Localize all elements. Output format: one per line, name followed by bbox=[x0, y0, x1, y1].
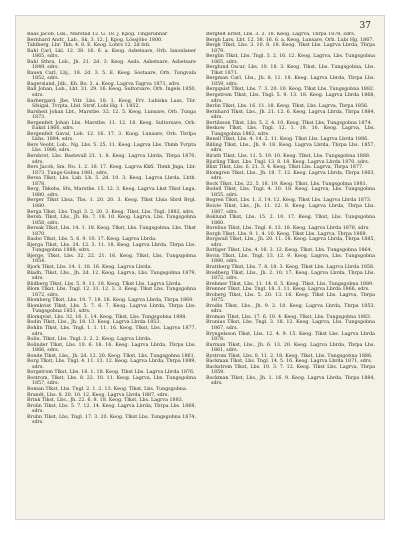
directory-entry: Blixt Tlkst, Lbs. 6. 21. 3. 4. Keog. Tlkst Lbs. Lagrva, Tbrpa 1877. bbox=[206, 165, 364, 171]
directory-entry: Brolin Tlkst, Lbs. 5. 7. 12. 14. Keog. Lagrva Lbrda, Tbrpa Lbs. 1868, sdrs. bbox=[27, 403, 196, 415]
directory-entry: Burman Tlkst, Lbs., Jh. 6. 13. 20. Keog. Lagrva Lbrda, Tbrpa Lbs. 1861, sdrs. bbox=[206, 342, 375, 354]
directory-entry: Berga Tlkst, Lbs. Tngl. 3. 2. 20. 3. Keog. Tlkst, Lbs. Tngl. 1882, sdrs. bbox=[27, 209, 195, 215]
directory-entry: Bolinder Tlkst, Lbs. 10. 6. 18. 16. Keog. Lagrva Lbrda, Tbrpa Lbs. 1866, sdrs. bbox=[27, 342, 196, 354]
directory-entry: Bergh Lars, Lbt. 12. 38. 16. 6. a. Keog. Lunsare, Orb. Lubi Hg. 1867. bbox=[206, 37, 374, 43]
directory-entry: Brenner Tlkst, Lbs. Tngl. 18. 3. 11. Keog. Lagrva Lbrda 1866, sdrs. bbox=[206, 287, 370, 293]
directory-entry: Tahlberg, Lbr. Tkh. 4. 8. E. Keog. Lohrs 12. 2d fsti. bbox=[27, 43, 151, 49]
directory-entry: Bers Jacob, Sm. No. 1. 2. 18. 17. Keog. Lagrva Kkfi. Tbmb Jnga, Lbr. 1873. Tungs-Gobna 1881, sdrs. bbox=[27, 165, 196, 176]
directory-entry: Bjork Tlkst, Lbs. 14. 1. 18. 16. Keog. Lagrva Lbrda. bbox=[27, 264, 152, 270]
column-left bbox=[27, 32, 196, 512]
directory-entry: Bjerga Tlkst, Lbs. 24. 12. 3. 11. 18. Keog. Lagrva Lbrda, Tbrpa Lbs. Tungsgobna 1888, sdrs. bbox=[27, 242, 196, 254]
directory-entry: Brunius Tlkst, Lbs. Tngl. 3. 18. 12. Keog. Lagrva, Lbs. Tungsgobna 1867, sdrs. bbox=[206, 320, 375, 331]
directory-entry: Brodin Tlkst, Lbs., Jh. 9. 2. 18. Keog. Lagrva Lbrda, Tbrpa 1853, sdrs. bbox=[206, 303, 375, 315]
directory-entry: Bauen Carl, Lbj., 18. 2d. 3. 5. E. Keog. Sostaare, Orb. Tungvala 1852, sdrs. bbox=[27, 70, 196, 82]
directory-entry: Brehmer Tlkst, Lbs. 11. 14. 6. 5. Keog. Tlkst, Lbs. Tungsgobna 1889. bbox=[206, 281, 374, 287]
directory-entry: Birath Tlkst, Lbs. 11. 5. 19. 10. Keog. Tlkst, Lbs. Tungsgobna 1888. bbox=[206, 154, 371, 160]
directory-entry: Bergenfelt Johan Lbs. Marstbe. 11. 12. 18. Keog. Sultorsare, Orb. Eakst 1866, sdrs. bbox=[27, 120, 196, 132]
directory-entry: Bock Tlkst, Lbs. 22. 5. 16. 19. Keog. Tlkst, Lbs. Tungsgobna 1881. bbox=[206, 181, 368, 187]
directory-entry: Bagersland, Jdb., Kh. Ro. 3. a. Keog. Lagrva Tagrva 1871, sdrs. bbox=[27, 81, 181, 87]
column-right bbox=[206, 32, 375, 512]
directory-entry: Boivie Tlkst, Lbs., Jh. 11. 12. 8. Keog. Lagrva Lbrda, Tbrpa Lbs. 1887, sdrs. bbox=[206, 203, 375, 215]
directory-entry: Bertilsson Tlkst, Lbs. 5. 2. 4. 10. Keog. Tlkst Lbs. Tungsgobna 1874. bbox=[206, 120, 373, 126]
directory-entry: Billing Tlkst, Lbs., Jh. 9. 18. Keog. Lagrva Lbrda, Tbrpa Lbs. 1857, sdrs. bbox=[206, 142, 375, 154]
directory-entry: Bostrom, Tlkst, Lbs. 8. 22. 10. 11. Keog. Lagrva, Lbs. Tungsgobna 1857, sdrs. bbox=[27, 375, 196, 387]
directory-entry: Bottiger Tlkst, Lbs. 4. 16. 3. 12. Keog. Tlkst, Lbs. Tungsgobna 1864. bbox=[206, 248, 373, 254]
directory-entry: Bers Veobt, Lob., Ng. Lbs. 5. 25. 11. Keog. Lagrva Lbs. Tbmb Tvrpta Lbs. 1886, sdrs. bbox=[27, 142, 196, 154]
directory-entry: Borgwall Tlkst, Lbs., Jh. 20. 11. 18. Keog. Lagrva Lbrda, Tbrpa 1885, sdrs. bbox=[206, 237, 375, 248]
directory-entry: Broberg Tlkst, Lbs. 5. 20. 13. 16. Keog. Tlkst Lbs. Lagrva, Tbrpa 1875. bbox=[206, 292, 375, 304]
directory-entry: Bladh, Tlkst, Lbs., Jh. 2d. 12. Keog. Lagrva, Lbs. Tungsgobna 1879, sdrs. bbox=[27, 270, 196, 282]
directory-entry: Bolin, Tlkst, Lbs. Tngl. 2. 2. 2. Keog. Lagrva Lbrda. bbox=[27, 337, 152, 343]
directory-entry: Barsheit Johan Lbt., Marstbe. 32. 12. 5. Keog. Lunsare, Orb. Tunga 1873. bbox=[27, 109, 196, 121]
directory-entry: Baas Jacob, Lds., Marstall 12. G. 18. J. Kpog. Tingsrunnar bbox=[27, 32, 168, 37]
directory-entry: Bryngelsson Tlkst, Lbs. 12. 4. 9. 15. Keog. Tlkst Lbs. Lagrva Lbrda 1878. bbox=[206, 331, 375, 343]
directory-entry: Bjerge, Tlkst, Lbs. 32. 22. 21. 16. Keog. Tlkst, Lbs. Tungsgobna 1854. bbox=[27, 253, 196, 265]
directory-entry: Bjurling Tlkst, Lbs. Tngl. 13. 8. 18. Keog. Lagrva Lbrda 1870, sdrs. bbox=[206, 159, 370, 165]
directory-entry: Basbo Tlkst, Lbs. 5. 6. 9. 10. 17. Keog. Lagrva Lbrda. bbox=[27, 237, 157, 243]
directory-entry: Blomgren Tlkst, Lbs., Jh. 18. 7. 12. Keog. Lagrva Lbrda, Tbrpa 1863, sdrs. bbox=[206, 170, 375, 182]
directory-entry: Bergman Carl, Lbs., Jh. 8. 11. 18. Keog. Lagrva Lbrda, Tbrpa Lbs. 1859, sdrs. bbox=[206, 76, 375, 87]
directory-entry: Berger Tlkst Lhsa, Tbs. 1. 20. 20. 3. Keog. Tlkst Lhsa Sbrd Brgl. 1880. bbox=[27, 198, 196, 209]
directory-entry: Bruhn Tlkst, Lbs. Tngl. 17. 3. 20. Keog. Tlkst Lbs. Tungsgobna 1874, sdrs. bbox=[27, 414, 196, 426]
directory-entry: Bohlin Tlkst, Lbs. Tngl. 1. 1. 11. 16. Keog. Tlkst, Lbs. Lagrva 1877, sdrs. bbox=[27, 325, 196, 337]
directory-entry: Bredberg Tlkst, Lbs., Jh. 2. 10. 17. Keog. Lagrva Lbrda, Tbrpa Lbs. 1872, sdrs. bbox=[206, 270, 375, 282]
directory-entry: Bergquist Tlkst, Lbs. 7. 3. 20. 10. Keog. Tlkst Lbs. Tungsgobna 1882. bbox=[206, 87, 375, 93]
directory-entry: Boman Tlkst, Lbs. Tngl. 2. 1. 2. 13. Keog. Tlkst, Lbs. Tungsgobna. bbox=[27, 387, 188, 392]
directory-entry: Barbergard, Jbe, Vitr. Lbs. 18. 1. Keog. Frv. Lubiska Lass, Tbr. Sfsigal, Tvrpta, Lbd. Strsf, Lobi Hg. 1. 1852. bbox=[27, 98, 196, 110]
directory-entry: Berg, Tkkebs, Sfu, Marstbe. 15. 12. 3. Keog. Lagrva Lkst Tlkst Lnga, 1880, sdrs. bbox=[27, 187, 196, 198]
directory-entry: Bahl Carl, Lkl. 12. 38. 16. 6. a. Keog. Asbetsare, Orb. Iaxonlaner 1865, sdrs. bbox=[27, 48, 196, 60]
directory-entry: Borg Tlkst, Lbs. Tngl. 4. 11. 13. 12. Keog. Lagrva Lbrda, Tbrpa 1889, sdrs. bbox=[27, 359, 196, 370]
directory-entry: Bergstrom Tlkst, Lbs. Tngl. 5. 9. 13. 18. Keog. Lagrva Lbrda 1868, sdrs. bbox=[206, 93, 375, 104]
directory-entry: Boklund Tlkst, Lbs. 15. 2. 10. 17. Keog. Tlkst, Lbs. Tungsgobna 1860. bbox=[206, 215, 375, 226]
directory-entry: Bovin Tlkst, Lbs. Tngl. 13. 12. 9. Keog. Lagrva, Lbs. Tungsgobna 1880, sdrs. bbox=[206, 253, 375, 265]
directory-entry: Brink Tlkst, Lbs., Jh. 22. 6. 8. 18. Keog. Tlkst, Lbs. Lagrva 1883. bbox=[27, 398, 184, 404]
directory-entry: Bergenfelt Gaval, Lob. 12. 16. 17. 3. Kuog. Lunsare, Orb. Tbrlpa Lkhs. 1884, sdrs. bbox=[27, 131, 196, 143]
directory-entry: Blomqvist, Lbs. 32. 16. 1. 14. Keog. Tlkst, Lbs. Tungsgobna 1888. bbox=[27, 314, 187, 320]
directory-entry: Bodin Tlkst, Lbs., Jh. 18. 13. Keog. Lagrva Lbrda 1853. bbox=[27, 320, 161, 326]
directory-entry: Berlin Tlkst, Lbs. 16. 11. 18. Keog. Tlkst, Lbs. Lagrva, Tbrpa 1856. bbox=[206, 104, 369, 110]
page-number: 37 bbox=[359, 21, 371, 31]
directory-entry: Borgh Tlkst, Lbs. 9. 1. 4. 10. Keog. Tlkst Lbs. Lagrva, Tbrpa 1869. bbox=[206, 231, 368, 237]
directory-page bbox=[15, 15, 385, 520]
directory-entry: Blom Tlkst, Lbs. Tngl. 12. 31. 12. 3. 3. Keog. Tlkst Lbs. Tungsgobna 1872, sdrs. bbox=[27, 287, 196, 298]
directory-columns bbox=[27, 32, 375, 512]
directory-entry: Ball Johan, Lob., Lbt. 31. 29. 16. Keog. Sultorsare, Orb. Ingels 1850, sdrs. bbox=[27, 87, 196, 99]
directory-entry: Blomberg Tlkst, Lbs. 10. 7. 18. 16. Keog. Lagrva Lbrda, Tbrpa 1860. bbox=[27, 298, 194, 304]
directory-entry: Beskow Tlkst, Lbs. Tngl. 12. 1. 18. 16. Keog. Lagrva, Lbs. Tungsgobna 1862, sdrs. bbox=[206, 126, 375, 137]
directory-entry: Berglin Tlkst, Lbs. Tngl. 3. 2. 16. 12. Keog. Lagrva, Lbs. Tungsgobna 1865, sdrs. bbox=[206, 54, 375, 65]
directory-entry: Bodell Tlkst, Lbs. Tngl. 4. 10. 18. Keog. Lagrva, Lbs. Tungsgobna 1855, sdrs. bbox=[206, 187, 375, 198]
directory-entry: Backman Tlkst, Lbs. Tngl. 14. 5. 16. Keog. Lagrva Lbrda 1871, sdrs. bbox=[206, 359, 373, 365]
directory-entry: Broman Tlkst, Lbs. 17. 6. 10. 4. Keog. Tlkst, Lbs. Tungsgobna 1883. bbox=[206, 314, 372, 320]
directory-entry: Brandt, Lbs. 8. 20. 10. 12. Keog. Lagrva Lbrda 1887, sdrs. bbox=[27, 392, 170, 398]
directory-entry: Bonde Tlkst, Lbs., Jh. 2d. 12. 20. Keog. Tlkst, Lbs. Tungsgobna 1861. bbox=[27, 353, 196, 359]
directory-entry: Bernhard Tlkst, Lbs., Jh. 21. 12. 6. Keog. Lagrva Lbrda, Tbrpa 1884, sdrs. bbox=[206, 109, 375, 121]
directory-entry: Borelius Tlkst, Lbs. Tngl. 6. 13. 18. Keog. Lagrva Lbrda 1876, sdrs. bbox=[206, 226, 370, 232]
directory-entry: Bystrom Tlkst, Lbs. 8. 11. 2. 18. Keog. Tlkst, Lbs. Tungsgobna 1886. bbox=[206, 353, 373, 359]
directory-entry: Bahl Sthra, Lob., Jh. 21. 2d. 3. Keog. Asds. Asbetsare, Asbetsare 1849, sdrs. bbox=[27, 59, 196, 71]
directory-entry: Bexell Tlkst, Lbs. 4. 14. 2. 11. Keog. Tlkst Lbs. Lagrva Lbrda 1886. bbox=[206, 137, 369, 143]
directory-entry: Bergfelt Ernst, Lbs. 3. 2. 18. Keog. Lagrva, Tbrpa 1878, sdrs. bbox=[206, 32, 356, 37]
directory-entry: Borgstrom Tlkst, Lbs. 16. 1. 18. Keog. Tlkst Lbs. Lagrva Lbrda 1876. bbox=[27, 370, 195, 376]
directory-entry: Bergk Tlkst, Lbs. 3. 10. 8. 18. Keog. Tlkst Lbs. Lagrva Lbrda, Tbrpa 1879. bbox=[206, 43, 375, 54]
directory-entry: Bernhard Andr., Lab., Sk. 3. 12. J. Kpog. Lössjöbo 1800. bbox=[27, 37, 163, 43]
directory-entry: Bogren Tlkst, Lbs. 1. 3. 14. 12. Keog. Tlkst Lbs. Lagrva Lbrda 1873. bbox=[206, 198, 372, 204]
directory-entry: Bersbrot, Lbs. Bastevall 21. 1. 8. Keog. Lagrva Lbrda, Tbrpa 1870, sdrs. bbox=[27, 154, 196, 165]
directory-entry: Bersh. Tlkst, Lbs., Jh. Rs. 7. 18. 10. Keog. Lagrva, Lbs. Tungsgobna 1858, sdrs. bbox=[27, 215, 196, 226]
directory-entry: Berglund Oscar, Lbs. 10. 18. 3. Keog. Tlkst, Lbs. Tungsgobna, Lbs. Tlkst 1871. bbox=[206, 65, 375, 76]
directory-entry: Blomkvist Tlkst, Lbs. 5. 7. 6. 7. Keog. Lagrva Lbrda, Tbrpa Lbs. Tungsgobna 1851, sdrs. bbox=[27, 303, 196, 315]
directory-entry: Brattberg Tlkst, Lbs. 7. 8. 18. 3. Keog. Tlkst Lbs. Lagrva Lbrda 1858. bbox=[206, 264, 375, 270]
directory-entry: Bersak Tlkst, Lbs. 14. 1. 18. Keog. Tlkst, Lbs. Tungsgobna, Lbs. Tlkst 1870. bbox=[27, 226, 196, 237]
directory-entry: Bersa Tlkst, Lbs. Lab. Lh. 5. 2d. 10. 3. Keog. Lagrva Lbrda, Lbth. 1878. bbox=[27, 176, 196, 187]
directory-entry: Bockman Tlkst, Lbs., Jh. 1. 16. 9. Keog. Lagrva Lbrda, Tbrpa 1884, sdrs. bbox=[206, 375, 375, 387]
directory-entry: Backstrom Tlkst, Lbs. 10. 3. 7. 12. Keog. Tlkst Lbs. Lagrva, Tbrpa 1859. bbox=[206, 364, 375, 376]
directory-entry: Blidberg Tlkst, Lbs. 5. 9. 11. 18. Keog. Tlkst Lbs. Lagrva Lbrda. bbox=[27, 281, 182, 287]
